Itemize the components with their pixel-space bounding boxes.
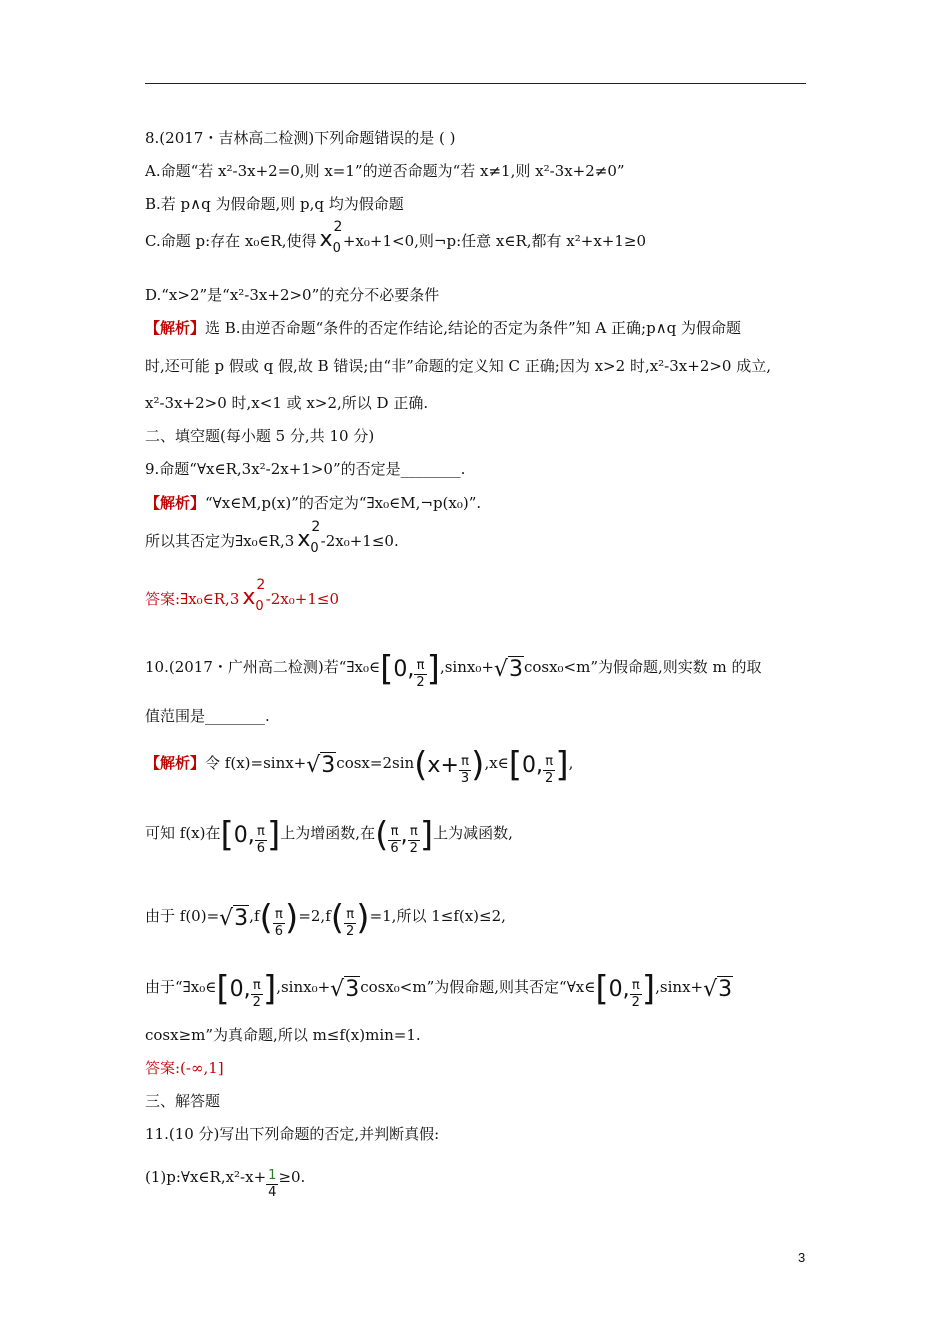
page-number: 3 <box>798 1250 806 1265</box>
q10-explanation-1: 【解析】令 f(x)=sinx+√3cosx=2sin(x+ $\frac{\pi}{3}$ ),x∈[0, $\frac{\pi}{2}$ ], <box>145 745 574 786</box>
frac-pi-over-2: $\frac{\pi}{2}$ <box>409 824 418 856</box>
right-bracket: ] <box>426 649 440 689</box>
left-paren: ( <box>414 745 428 785</box>
q9-explanation-2: 所以其否定为∃x₀∈R,3 $x_0$ 2 -2x₀+1≤0. <box>145 519 399 556</box>
q10-explanation-5: cosx≥m”为真命题,所以 m≤f(x)min=1. <box>145 1026 421 1044</box>
left-bracket: [ <box>380 649 394 689</box>
right-bracket: ] <box>641 969 656 1009</box>
q10-answer: 答案:(-∞,1] <box>145 1059 224 1077</box>
left-paren: ( <box>375 815 389 855</box>
q10-stem-2: 值范围是________. <box>145 707 270 725</box>
header-rule <box>145 83 806 84</box>
q10-explanation-4: 由于“∃x₀∈[0, $\frac{\pi}{2}$ ],sinx₀+√3cosx₀<m”为假命题,则其否定“∀x∈[0, $\frac{\pi}{2}$ ],sinx+√3 <box>145 969 733 1010</box>
sqrt-3: √3 <box>493 657 523 682</box>
sqrt-3: √3 <box>219 906 249 931</box>
q8-stem: 8.(2017・吉林高二检测)下列命题错误的是 ( ) <box>145 129 456 147</box>
math-x0-squared: $x_0$ 2 <box>319 219 343 256</box>
jiexi-label: 【解析】 <box>145 754 206 772</box>
section-3-heading: 三、解答题 <box>145 1092 221 1110</box>
frac-pi-over-6: $\frac{\pi}{6}$ <box>274 907 284 939</box>
q9-answer: 答案:∃x₀∈R,3 $x_0$ 2 -2x₀+1≤0 <box>145 577 339 614</box>
q8-explanation-2: 时,还可能 p 假或 q 假,故 B 错误;由“非”命题的定义知 C 正确;因为 x>2 时,x²-3x+2>0 成立, <box>145 357 772 375</box>
left-paren: ( <box>330 898 345 938</box>
right-paren: ) <box>356 898 370 938</box>
q11-stem: 11.(10 分)写出下列命题的否定,并判断真假: <box>145 1125 440 1143</box>
q10-stem: 10.(2017・广州高二检测)若“∃x₀∈[0, $\frac{\pi}{2}$ ],sinx₀+√3cosx₀<m”为假命题,则实数 m 的取 <box>145 649 762 690</box>
right-paren: ) <box>471 745 485 785</box>
left-bracket: [ <box>508 745 523 785</box>
q8-c-pre: C.命题 p:存在 x₀∈R,使得 <box>145 232 317 250</box>
q8-c-post: +x₀+1<0,则¬p:任意 x∈R,都有 x²+x+1≥0 <box>342 232 647 250</box>
q8-option-b: B.若 p∧q 为假命题,则 p,q 均为假命题 <box>145 195 404 213</box>
frac-pi-over-2: $\frac{\pi}{2}$ <box>631 978 640 1010</box>
q9-explanation-1: 【解析】“∀x∈M,p(x)”的否定为“∃x₀∈M,¬p(x₀)”. <box>145 494 482 512</box>
jiexi-label: 【解析】 <box>145 319 206 337</box>
math-x0-squared: $x_0$ 2 <box>297 519 321 556</box>
frac-pi-over-2: $\frac{\pi}{2}$ <box>252 978 261 1010</box>
q8-explanation-3: x²-3x+2>0 时,x<1 或 x>2,所以 D 正确. <box>145 394 429 412</box>
left-bracket: [ <box>220 815 234 855</box>
q8-option-d: D.“x>2”是“x²-3x+2>0”的充分不必要条件 <box>145 286 440 304</box>
sqrt-3: √3 <box>703 977 733 1002</box>
q10-explanation-3: 由于 f(0)=√3,f( $\frac{\pi}{6}$ )=2,f( $\frac{\pi}{2}$ )=1,所以 1≤f(x)≤2, <box>145 898 506 939</box>
left-paren: ( <box>259 898 273 938</box>
q10-explanation-2: 可知 f(x)在[0, $\frac{\pi}{6}$ ]上为增函数,在( $\frac{\pi}{6}$ , $\frac{\pi}{2}$ ]上为减函数, <box>145 815 513 856</box>
frac-pi-over-2: $\frac{\pi}{2}$ <box>416 658 425 690</box>
sqrt-3: √3 <box>306 753 336 778</box>
right-bracket: ] <box>262 969 277 1009</box>
frac-pi-over-2: $\frac{\pi}{2}$ <box>346 907 355 939</box>
section-2-heading: 二、填空题(每小题 5 分,共 10 分) <box>145 427 375 445</box>
q8-option-c <box>145 219 647 256</box>
left-bracket: [ <box>595 969 609 1009</box>
frac-pi-over-3: $\frac{\pi}{3}$ <box>460 754 470 786</box>
frac-pi-over-2: $\frac{\pi}{2}$ <box>545 754 554 786</box>
q11-part-1: (1)p:∀x∈R,x²-x+ $\frac{1}{4}$ ≥0. <box>145 1168 306 1200</box>
frac-pi-over-6: $\frac{\pi}{6}$ <box>256 824 266 856</box>
right-bracket: ] <box>555 745 569 785</box>
right-bracket: ] <box>267 815 281 855</box>
q8-option-a: A.命题“若 x²-3x+2=0,则 x=1”的逆否命题为“若 x≠1,则 x²-3x+2≠0” <box>145 162 625 180</box>
frac-1-over-4: $\frac{1}{4}$ <box>268 1168 277 1200</box>
math-x0-squared: $x_0$ 2 <box>242 577 266 614</box>
right-bracket: ] <box>419 815 434 855</box>
frac-pi-over-6: $\frac{\pi}{6}$ <box>390 824 399 856</box>
q9-stem: 9.命题“∀x∈R,3x²-2x+1>0”的否定是________. <box>145 460 466 478</box>
jiexi-label: 【解析】 <box>145 494 206 512</box>
q8-explanation-1: 【解析】选 B.由逆否命题“条件的否定作结论,结论的否定为条件”知 A 正确;p∧q 为假命题 <box>145 319 742 337</box>
left-bracket: [ <box>216 969 230 1009</box>
right-paren: ) <box>285 898 299 938</box>
sqrt-3: √3 <box>330 977 360 1002</box>
